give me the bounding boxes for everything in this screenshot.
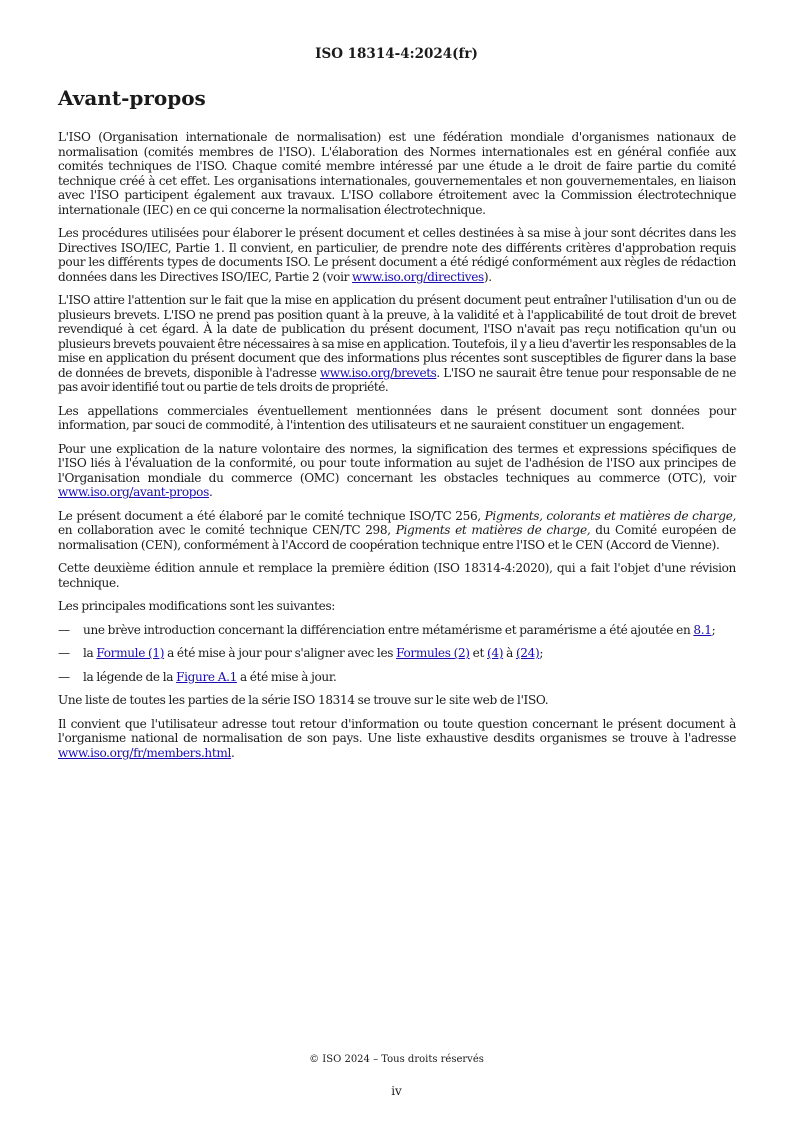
paragraph-voluntary-nature: Pour une explication de la nature volontaire des normes, la signification des termes et expressions spécifiques de l'ISO liés à l'évaluation de la conformité, ou pour toute information au sujet de l'adhésion de l'ISO aux principes de l'Organisation mondiale du commerce (OMC) concernant les obstacles techniques au commerce (OTC), voir www.iso.org/avant-propos. <box>58 441 736 499</box>
list-item: — la légende de la Figure A.1 a été mise à jour. <box>58 669 337 684</box>
link-formule-1[interactable]: Formule (1) <box>96 646 165 660</box>
list-item: — une brève introduction concernant la différenciation entre métamérisme et paramérisme a été ajoutée en 8.1; <box>58 622 716 637</box>
list-item: — la Formule (1) a été mise à jour pour s'aligner avec les Formules (2) et (4) à (24); <box>58 646 544 660</box>
link-clause-8-1[interactable]: 8.1 <box>693 622 712 637</box>
paragraph-series-list: Une liste de toutes les parties de la série ISO 18314 se trouve sur le site web de l'ISO. <box>58 693 549 707</box>
link-members[interactable]: www.iso.org/fr/members.html <box>58 745 232 760</box>
link-directives[interactable]: www.iso.org/directives <box>352 269 484 284</box>
page-number: iv <box>391 1084 402 1098</box>
paragraph-procedures: Les procédures utilisées pour élaborer le présent document et celles destinées à sa mise à jour sont décrites dans les Directives ISO/IEC, Partie 1. Il convient, en particulier, de prendre note des différents critères d'approbation requis pour les différents types de documents ISO. Le présent document a été rédigé conformément aux règles de rédaction données dans les Directives ISO/IEC, Partie 2 (voir www.iso.org/directives). <box>58 226 736 284</box>
link-formules-2[interactable]: Formules (2) <box>396 646 470 660</box>
paragraph-changes-intro: Les principales modifications sont les suivantes: <box>58 599 336 613</box>
paragraph-feedback: Il convient que l'utilisateur adresse tout retour d'information ou toute question concernant le présent document à l'organisme national de normalisation de son pays. Une liste exhaustive desdits organismes se trouve à l'adresse www.iso.org/fr/members.html. <box>58 716 736 760</box>
link-formule-24[interactable]: (24) <box>515 646 540 660</box>
link-figure-a-1[interactable]: Figure A.1 <box>176 669 237 684</box>
paragraph-committee: Le présent document a été élaboré par le comité technique ISO/TC 256, Pigments, colorants et matières de charge, en collaboration avec le comité technique CEN/TC 298, Pigments et matières de charge, du Comité européen de normalisation (CEN), conformément à l'Accord de coopération technique entre l'ISO et le CEN (Accord de Vienne). <box>58 508 736 552</box>
paragraph-iso-intro: L'ISO (Organisation internationale de normalisation) est une fédération mondiale d'organismes nationaux de normalisation (comités membres de l'ISO). L'élaboration des Normes internationales est en général confiée aux comités techniques de l'ISO. Chaque comité membre intéressé par une étude a le droit de faire partie du comité technique créé à cet effet. Les organisations internationales, gouvernementales et non gouvernementales, en liaison avec l'ISO participent également aux travaux. L'ISO collabore étroitement avec la Commission électrotechnique internationale (IEC) en ce qui concerne la normalisation électrotechnique. <box>58 130 736 217</box>
paragraph-patents: L'ISO attire l'attention sur le fait que la mise en application du présent document peut entraîner l'utilisation d'un ou de plusieurs brevets. L'ISO ne prend pas position quant à la preuve, à la validité et à l'applicabilité de tout droit de brevet revendiqué à cet égard. À la date de publication du présent document, l'ISO n'avait pas reçu notification qu'un ou plusieurs brevets pouvaient être nécessaires à sa mise en application. Toutefois, il y a lieu d'avertir les responsables de la mise en application du présent document que des informations plus récentes sont susceptibles de figurer dans la base de données de brevets, disponible à l'adresse www.iso.org/brevets. L'ISO ne saurait être tenue pour responsable de ne pas avoir identifié tout ou partie de tels droits de propriété. <box>58 293 736 394</box>
link-brevets[interactable]: www.iso.org/brevets <box>319 365 437 380</box>
link-formule-4[interactable]: (4) <box>486 646 504 660</box>
document-body <box>58 130 736 769</box>
paragraph-trade-names: Les appellations commerciales éventuellement mentionnées dans le présent document sont données pour information, par souci de commodité, à l'intention des utilisateurs et ne sauraient constituer un engagement. <box>58 403 736 432</box>
copyright-footer: © ISO 2024 – Tous droits réservés <box>309 1054 484 1065</box>
paragraph-edition: Cette deuxième édition annule et remplace la première édition (ISO 18314-4:2020), qui a fait l'objet d'une révision technique. <box>58 561 736 590</box>
changes-list <box>58 623 736 685</box>
link-avant-propos[interactable]: www.iso.org/avant-propos <box>58 485 209 499</box>
page-title: Avant-propos <box>58 86 206 110</box>
document-header: ISO 18314-4:2024(fr) <box>315 46 478 62</box>
